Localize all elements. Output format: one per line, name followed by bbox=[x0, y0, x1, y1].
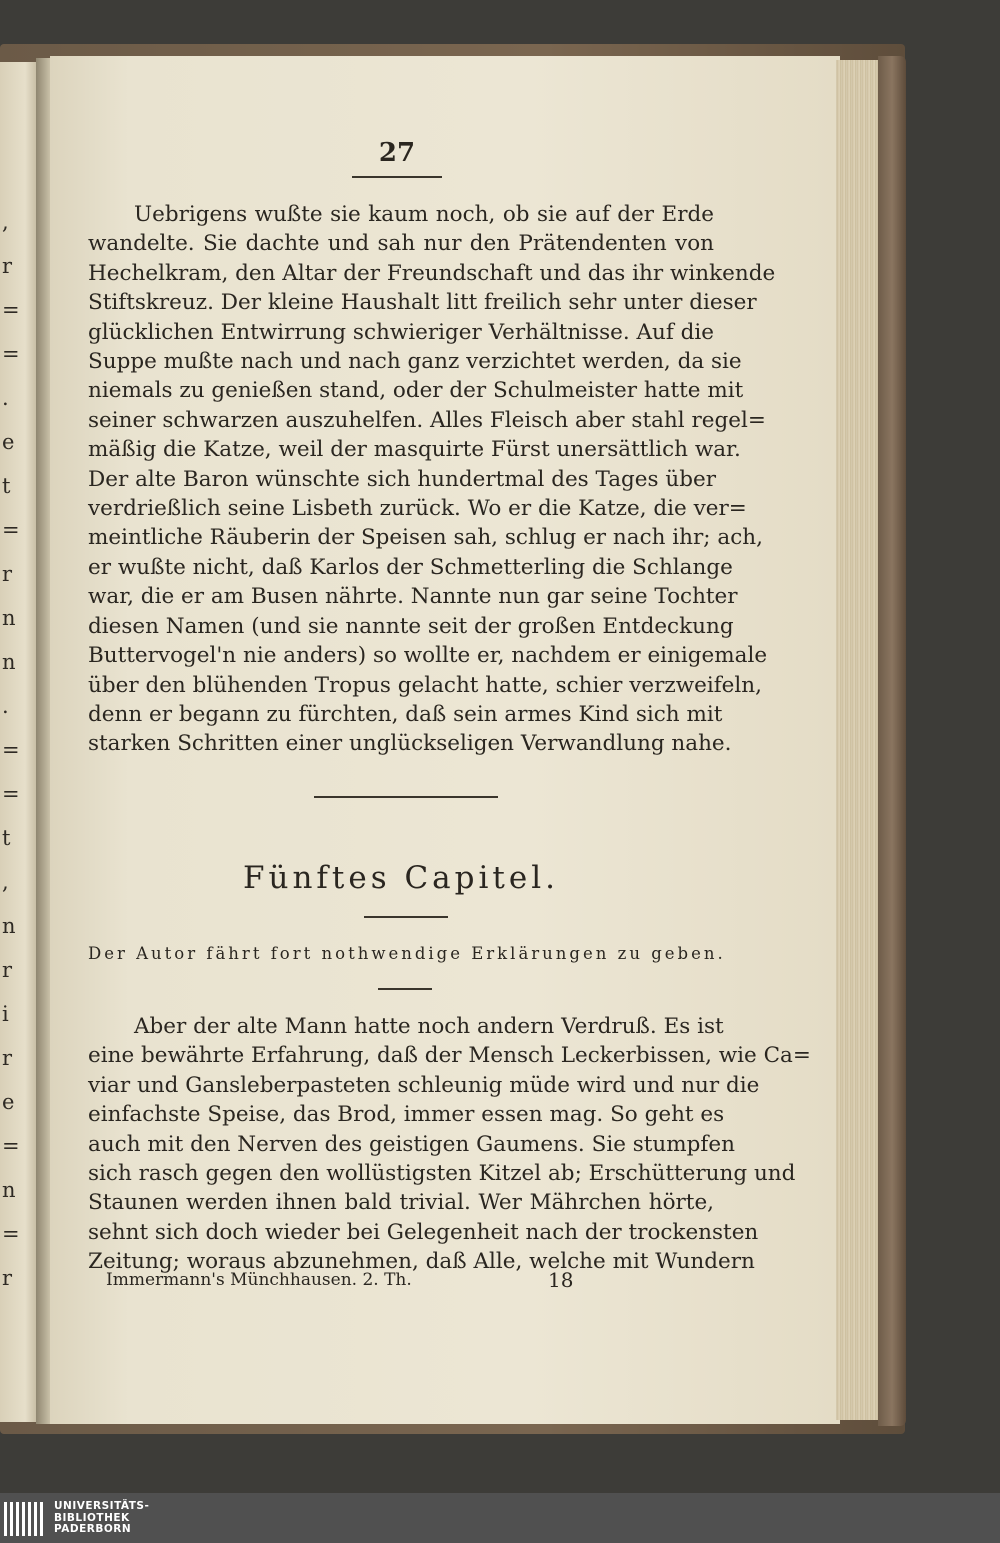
section-divider bbox=[314, 796, 498, 798]
chapter-paragraph bbox=[88, 1012, 811, 1277]
text-line: seiner schwarzen auszuhelfen. Alles Fleisch aber stahl regel= bbox=[88, 407, 766, 433]
library-name-line2: BIBLIOTHEK bbox=[54, 1511, 130, 1524]
text-line: sehnt sich doch wieder bei Gelegenheit nach der trockensten bbox=[88, 1219, 759, 1245]
text-line: war, die er am Busen nährte. Nannte nun gar seine Tochter bbox=[88, 584, 738, 610]
text-line: Aber der alte Mann hatte noch andern Verdruß. Es ist bbox=[134, 1014, 724, 1039]
left-page-fragment: = bbox=[2, 1222, 20, 1246]
text-line: verdrießlich seine Lisbeth zurück. Wo er die Katze, die ver= bbox=[88, 496, 747, 522]
text-line: Hechelkram, den Altar der Freundschaft und das ihr winkende bbox=[88, 260, 776, 286]
left-page-fragment: = bbox=[2, 782, 20, 806]
left-page-fragment: t bbox=[2, 474, 11, 498]
signature-number: 18 bbox=[548, 1268, 574, 1292]
left-page-fragment: e bbox=[2, 1090, 15, 1114]
text-line: einfachste Speise, das Brod, immer essen mag. So geht es bbox=[88, 1102, 725, 1128]
chapter-subtitle: Der Autor fährt fort nothwendige Erklärungen zu geben. bbox=[88, 944, 726, 963]
chapter-title-rule bbox=[364, 916, 448, 918]
subtitle-rule bbox=[378, 988, 432, 990]
chapter-title: Fünftes Capitel. bbox=[242, 860, 559, 896]
left-page-margin bbox=[0, 62, 36, 1422]
paragraph-continued bbox=[88, 200, 776, 759]
text-line: viar und Gansleberpasteten schleunig müde wird und nur die bbox=[88, 1072, 760, 1098]
book-gutter bbox=[36, 58, 50, 1424]
text-line: Staunen werden ihnen bald trivial. Wer Mährchen hörte, bbox=[88, 1190, 714, 1216]
left-page-fragment: n bbox=[2, 914, 16, 938]
text-line: Uebrigens wußte sie kaum noch, ob sie auf der Erde bbox=[134, 202, 714, 227]
text-line: starken Schritten einer unglückseligen Verwandlung nahe. bbox=[88, 731, 732, 757]
library-footer bbox=[0, 1493, 1000, 1543]
printer-signature: Immermann's Münchhausen. 2. Th. bbox=[106, 1270, 412, 1290]
text-line: eine bewährte Erfahrung, daß der Mensch Leckerbissen, wie Ca= bbox=[88, 1043, 811, 1069]
left-page-fragment: r bbox=[2, 1266, 13, 1290]
library-name-line3: PADERBORN bbox=[54, 1523, 132, 1535]
left-page-fragment: , bbox=[2, 870, 9, 894]
page-edges bbox=[836, 60, 880, 1420]
left-page-fragment: r bbox=[2, 958, 13, 982]
left-page-fragment: n bbox=[2, 606, 16, 630]
left-page-fragment: n bbox=[2, 650, 16, 674]
library-name bbox=[54, 1501, 149, 1536]
left-page-fragment: = bbox=[2, 518, 20, 542]
left-page-fragment: n bbox=[2, 1178, 16, 1202]
left-page-fragment: i bbox=[2, 1002, 9, 1026]
left-page-fragment: = bbox=[2, 298, 20, 322]
left-page-fragment: = bbox=[2, 738, 20, 762]
left-page-fragment: t bbox=[2, 826, 11, 850]
library-name-line1: UNIVERSITÄTS- bbox=[54, 1500, 150, 1512]
text-line: denn er begann zu fürchten, daß sein armes Kind sich mit bbox=[88, 701, 723, 727]
text-line: wandelte. Sie dachte und sah nur den Prätendenten von bbox=[88, 231, 714, 257]
page-number-rule bbox=[352, 176, 442, 178]
left-page-fragment: . bbox=[2, 386, 9, 410]
text-line: glücklichen Entwirrung schwieriger Verhältnisse. Auf die bbox=[88, 319, 715, 345]
text-line: diesen Namen (und sie nannte seit der großen Entdeckung bbox=[88, 613, 734, 639]
text-line: Suppe mußte nach und nach ganz verzichtet werden, da sie bbox=[88, 349, 742, 375]
text-line: mäßig die Katze, weil der masquirte Fürst unersättlich war. bbox=[88, 437, 741, 463]
text-line: sich rasch gegen den wollüstigsten Kitzel ab; Erschütterung und bbox=[88, 1161, 796, 1187]
left-page-fragment: r bbox=[2, 562, 13, 586]
text-line: er wußte nicht, daß Karlos der Schmetterling die Schlange bbox=[88, 554, 733, 580]
text-line: über den blühenden Tropus gelacht hatte, schier verzweifeln, bbox=[88, 672, 762, 698]
left-page-fragment: = bbox=[2, 1134, 20, 1158]
text-line: Stiftskreuz. Der kleine Haushalt litt freilich sehr unter dieser bbox=[88, 290, 757, 316]
text-line: Buttervogel'n nie anders) so wollte er, nachdem er einigemale bbox=[88, 643, 768, 669]
left-page-fragment: r bbox=[2, 1046, 13, 1070]
left-page-fragment: r bbox=[2, 254, 13, 278]
text-line: Zeitung; woraus abzunehmen, daß Alle, welche mit Wundern bbox=[88, 1249, 755, 1275]
left-page-fragment: . bbox=[2, 694, 9, 718]
library-logo-icon bbox=[4, 1502, 46, 1536]
text-line: meintliche Räuberin der Speisen sah, schlug er nach ihr; ach, bbox=[88, 525, 763, 551]
left-page-fragment: = bbox=[2, 342, 20, 366]
left-page-fragment: , bbox=[2, 210, 9, 234]
page-number: 27 bbox=[378, 138, 416, 168]
text-line: Der alte Baron wünschte sich hundertmal des Tages über bbox=[88, 466, 717, 492]
left-page-fragment: e bbox=[2, 430, 15, 454]
text-line: niemals zu genießen stand, oder der Schulmeister hatte mit bbox=[88, 378, 744, 404]
text-line: auch mit den Nerven des geistigen Gaumens. Sie stumpfen bbox=[88, 1131, 735, 1157]
cover-edge bbox=[878, 56, 906, 1426]
